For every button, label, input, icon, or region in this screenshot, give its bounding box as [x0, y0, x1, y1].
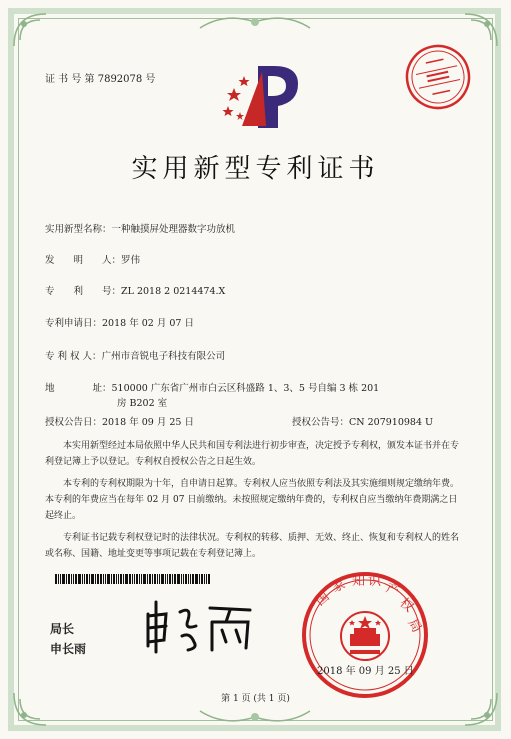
- barcode-bar: [78, 574, 81, 584]
- svg-text:家: 家: [329, 576, 348, 596]
- patentee-row: [45, 348, 225, 362]
- address-value-line1: 510000 广东省广州市白云区科盛路 1、3、5 号自编 3 栋 201: [111, 383, 380, 394]
- barcode-bar: [204, 574, 205, 584]
- barcode-bar: [113, 574, 115, 584]
- barcode-bar: [129, 574, 131, 584]
- barcode-bar: [111, 574, 112, 584]
- barcode-bar: [159, 574, 160, 584]
- barcode-bar: [91, 574, 94, 584]
- svg-text:知: 知: [352, 574, 366, 589]
- barcode-bar: [181, 574, 182, 584]
- barcode-bar: [95, 574, 96, 584]
- barcode-bar: [105, 574, 106, 584]
- inventor-label: 发 明 人：: [45, 255, 122, 266]
- barcode-bar: [174, 574, 176, 584]
- svg-text:产: 产: [383, 580, 402, 600]
- inventor-row: [45, 252, 140, 266]
- announcement-date-value: 2018 年 09 月 25 日: [102, 417, 194, 428]
- certificate-number: 证 书 号 第 7892078 号: [45, 74, 156, 85]
- announcement-number-row: [292, 414, 433, 428]
- address-value-line2: 房 B202 室: [117, 398, 168, 409]
- barcode-bar: [86, 574, 88, 584]
- barcode-bar: [190, 574, 191, 584]
- svg-text:局: 局: [404, 616, 425, 636]
- barcode-bar: [84, 574, 85, 584]
- barcode: [55, 574, 247, 584]
- address-row: [45, 380, 379, 394]
- barcode-bar: [152, 574, 153, 584]
- barcode-bar: [71, 574, 72, 584]
- barcode-bar: [195, 574, 198, 584]
- barcode-bar: [107, 574, 110, 584]
- barcode-bar: [147, 574, 148, 584]
- barcode-bar: [68, 574, 70, 584]
- barcode-bar: [172, 574, 173, 584]
- address-label: 地 址：: [45, 383, 112, 394]
- barcode-bar: [62, 574, 65, 584]
- certificate-title: 实用新型专利证书: [131, 154, 380, 184]
- svg-text:识: 识: [368, 574, 382, 589]
- barcode-bar: [125, 574, 128, 584]
- barcode-bar: [100, 574, 102, 584]
- barcode-bar: [208, 574, 210, 584]
- utility-model-name-row: [45, 221, 235, 235]
- patent-number-row: [45, 283, 225, 297]
- barcode-bar: [118, 574, 119, 584]
- patent-number-label: 专 利 号：: [45, 286, 122, 297]
- barcode-bar: [199, 574, 200, 584]
- bottom-ornament-icon: [195, 707, 315, 729]
- barcode-bar: [116, 574, 117, 584]
- director-title: 局长: [50, 622, 75, 636]
- barcode-bar: [66, 574, 67, 584]
- barcode-bar: [143, 574, 146, 584]
- director-name: 申长雨: [50, 642, 87, 656]
- barcode-bar: [167, 574, 168, 584]
- barcode-bar: [82, 574, 83, 584]
- barcode-bar: [183, 574, 184, 584]
- barcode-bar: [169, 574, 171, 584]
- patent-number-value: ZL 2018 2 0214474.X: [121, 286, 226, 297]
- filing-date-row: [45, 315, 194, 329]
- barcode-bar: [134, 574, 135, 584]
- utility-model-name-value: 一种触摸屏处理器数字功放机: [111, 224, 236, 235]
- corner-stamp-icon: [403, 42, 473, 112]
- patentee-label: 专 利 权 人：: [45, 351, 102, 362]
- announcement-date-row: [45, 414, 194, 428]
- barcode-bar: [75, 574, 77, 584]
- seal-date: 2018 年 09 月 25 日: [317, 666, 414, 677]
- barcode-bar: [161, 574, 164, 584]
- national-seal-icon: [300, 570, 430, 700]
- signature-icon: [140, 596, 260, 656]
- utility-model-name-label: 实用新型名称：: [45, 224, 112, 235]
- announcement-number-label: 授权公告号：: [292, 417, 350, 428]
- barcode-bar: [165, 574, 166, 584]
- barcode-bar: [185, 574, 187, 584]
- corner-ornament-icon: [10, 10, 50, 50]
- barcode-bar: [103, 574, 104, 584]
- patentee-value: 广州市音锐电子科技有限公司: [101, 351, 226, 362]
- barcode-bar: [206, 574, 207, 584]
- filing-date-label: 专利申请日：: [45, 318, 103, 329]
- barcode-bar: [73, 574, 74, 584]
- barcode-bar: [139, 574, 140, 584]
- barcode-bar: [60, 574, 61, 584]
- barcode-bar: [120, 574, 122, 584]
- svg-text:国: 国: [312, 589, 333, 610]
- barcode-bar: [97, 574, 99, 584]
- barcode-bar: [123, 574, 124, 584]
- paragraph-term: 本专利的专利权期限为十年，自申请日起算。专利权人应当依照专利法及其实施细则规定缴纳年费。本专利的年费应当在每年 02 月 07 日前缴纳。未按照规定缴纳年费的，专利权自应当缴纳年费期满之日起终止。: [45, 479, 460, 521]
- announcement-number-value: CN 207910984 U: [349, 417, 434, 428]
- barcode-bar: [136, 574, 138, 584]
- paragraph-grant: 本实用新型经过本局依照中华人民共和国专利法进行初步审查，决定授予专利权，颁发本证书并在专利登记簿上予以登记。专利权自授权公告之日起生效。: [45, 441, 460, 467]
- barcode-bar: [141, 574, 142, 584]
- barcode-bar: [157, 574, 158, 584]
- svg-text:权: 权: [396, 595, 417, 616]
- barcode-bar: [132, 574, 133, 584]
- page-footer: 第 1 页 (共 1 页): [221, 694, 290, 704]
- barcode-bar: [58, 574, 59, 584]
- barcode-bar: [149, 574, 151, 584]
- barcode-bar: [201, 574, 203, 584]
- cnipa-logo-icon: [222, 62, 300, 136]
- barcode-bar: [154, 574, 156, 584]
- barcode-bar: [188, 574, 189, 584]
- filing-date-value: 2018 年 02 月 07 日: [102, 318, 194, 329]
- top-ornament-icon: [195, 10, 315, 32]
- barcode-bar: [177, 574, 180, 584]
- barcode-bar: [89, 574, 90, 584]
- announcement-date-label: 授权公告日：: [45, 417, 103, 428]
- paragraph-status: 专利证书记载专利权登记时的法律状况。专利权的转移、质押、无效、终止、恢复和专利权人的姓名或名称、国籍、地址变更等事项记载在专利登记簿上。: [45, 533, 460, 559]
- barcode-bar: [55, 574, 57, 584]
- barcode-bar: [192, 574, 194, 584]
- national-emblem-icon: [341, 612, 389, 660]
- inventor-value: 罗伟: [121, 255, 141, 266]
